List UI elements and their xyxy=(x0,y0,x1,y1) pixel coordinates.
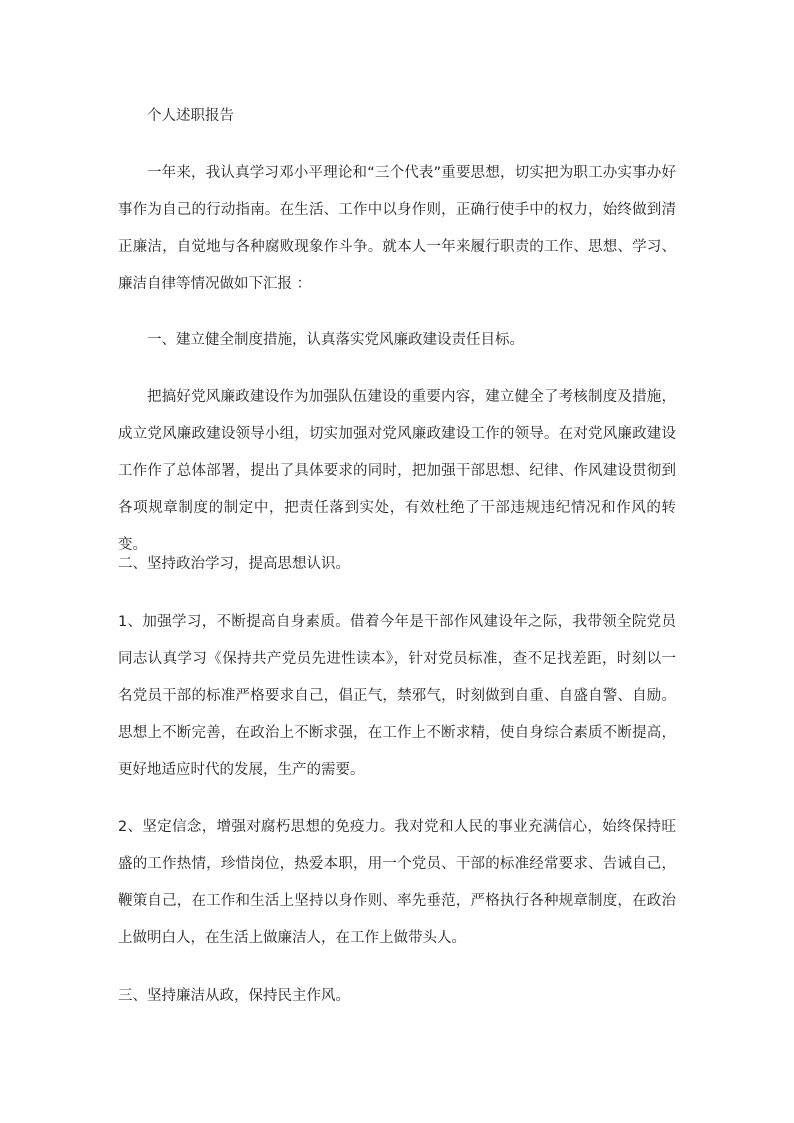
section1-body-paragraph: 把搞好党风廉政建设作为加强队伍建设的重要内容，建立健全了考核制度及措施，成立党风廉政建设领导小组，切实加强对党风廉政建设工作的领导。在对党风廉政建设工作作了总体部署，提出了具体要求的同时，把加强干部思想、纪律、作风建设贯彻到各项规章制度的制定中，把责任落到实处，有效杜绝了干部违规违纪情况和作风的转变。 xyxy=(118,389,676,553)
section1-heading: 一、建立健全制度措施，认真落实党风廉政建设责任目标。 xyxy=(147,332,524,348)
section2-item1-paragraph: 1、加强学习，不断提高自身素质。借着今年是干部作风建设年之际，我带领全院党员同志认真学习《保持共产党员先进性读本》，针对党员标准，查不足找差距，时刻以一名党员干部的标准严格要求自己，倡正气，禁邪气，时刻做到自重、自盛自警、自励。思想上不断完善，在政治上不断求强，在工作上不断求精，使自身综合素质不断提高，更好地适应时代的发展，生产的需要。 xyxy=(118,614,676,778)
section2-heading: 二、坚持政治学习，提高思想认识。 xyxy=(118,556,350,572)
section2-item2-paragraph: 2、坚定信念，增强对腐朽思想的免疫力。我对党和人民的事业充满信心，始终保持旺盛的工作热情，珍惜岗位，热爱本职，用一个党员、干部的标准经常要求、告诫自己，鞭策自己，在工作和生活上坚持以身作则、率先垂范，严格执行各种规章制度，在政治上做明白人，在生活上做廉洁人，在工作上做带头人。 xyxy=(118,819,676,946)
intro-paragraph: 一年来，我认真学习邓小平理论和“三个代表”重要思想，切实把为职工办实事办好事作为自己的行动指南。在生活、工作中以身作则，正确行使手中的权力，始终做到清正廉洁，自觉地与各种腐败现象作斗争。就本人一年来履行职责的工作、思想、学习、廉洁自律等情况做如下汇报 ： xyxy=(118,165,676,292)
document-title: 个人述职报告 xyxy=(147,108,234,124)
section3-heading: 三、坚持廉洁从政，保持民主作风。 xyxy=(118,988,350,1004)
